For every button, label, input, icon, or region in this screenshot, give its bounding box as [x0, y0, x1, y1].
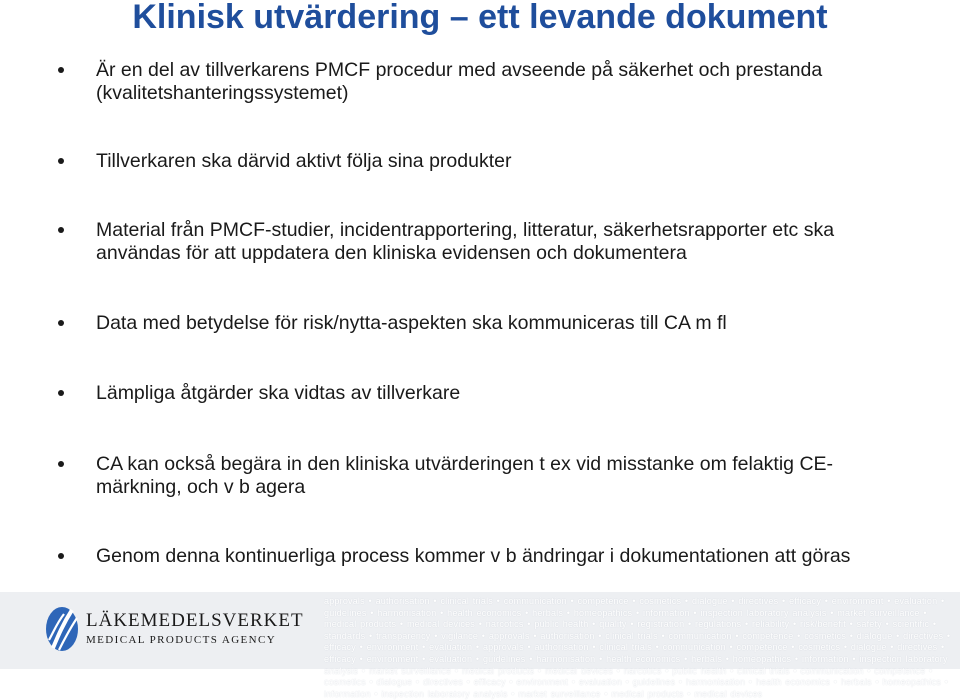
agency-name: LÄKEMEDELSVERKET [86, 610, 304, 631]
bullet-dot [58, 158, 64, 164]
bullet-text: Är en del av tillverkarens PMCF procedur med avseende på säkerhet och prestanda (kvalitetshanteringssystemet) [96, 59, 823, 104]
bullet-text: Tillverkaren ska därvid aktivt följa sina produkter [96, 150, 512, 172]
footer-keywords: approvals • authorisation • clinical trials • communication • competence • cosmetics • dialogue • directives • efficacy • environment • evaluation • guidelines • harmonisation • health economics • herbals • homeopathics • information • inspection laboratory analysis • market surveillance • medical products • medical devices • narcotics • public health • quality • registration • regulations • reliability • risk/benefit • safety • scientific • standards • transparency • vigilance • approvals • authorisation • clinical trials • communication • competence • cosmetics • dialogue • directives • efficacy • environment • evaluation • approvals • authorisation • clinical trials • communication • competence • cosmetics • dialogue • directives • efficacy • environment • evaluation • guidelines • harmonisation • health economics • herbals • homeopathics • information • inspection laboratory analysis • market surveillance • medical products • medical devices • narcotics • public health • clinical trials • communication • competence • cosmetics • dialogue • directives • efficacy • environment • evaluation • guidelines • harmonisation • health economics • herbals • homeopathics • information • inspection laboratory analysis • market surveillance • medical products • medical devices [324, 596, 951, 699]
bullet-text: Data med betydelse för risk/nytta-aspekten ska kommuniceras till CA m fl [96, 312, 727, 334]
bullet-dot [58, 227, 64, 233]
bullet-dot [58, 320, 64, 326]
bullet-text: Lämpliga åtgärder ska vidtas av tillverkare [96, 382, 461, 404]
agency-subtitle: MEDICAL PRODUCTS AGENCY [86, 634, 277, 646]
bullet-dot [58, 390, 64, 396]
slide-title: Klinisk utvärdering – ett levande dokument [132, 0, 828, 36]
bullet-dot [58, 67, 64, 73]
bullet-text: CA kan också begära in den kliniska utvärderingen t ex vid misstanke om felaktig CE-märkning, och v b agera [96, 453, 834, 498]
footer-banner [0, 592, 960, 699]
bullet-text: Genom denna kontinuerliga process kommer v b ändringar i dokumentationen att göras [96, 545, 851, 567]
bullet-dot [58, 461, 64, 467]
bullet-dot [58, 553, 64, 559]
bullet-text: Material från PMCF-studier, incidentrapportering, litteratur, säkerhetsrapporter etc ska användas för att uppdatera den kliniska evidensen och dokumentera [96, 219, 835, 264]
agency-logo-icon [44, 604, 80, 654]
